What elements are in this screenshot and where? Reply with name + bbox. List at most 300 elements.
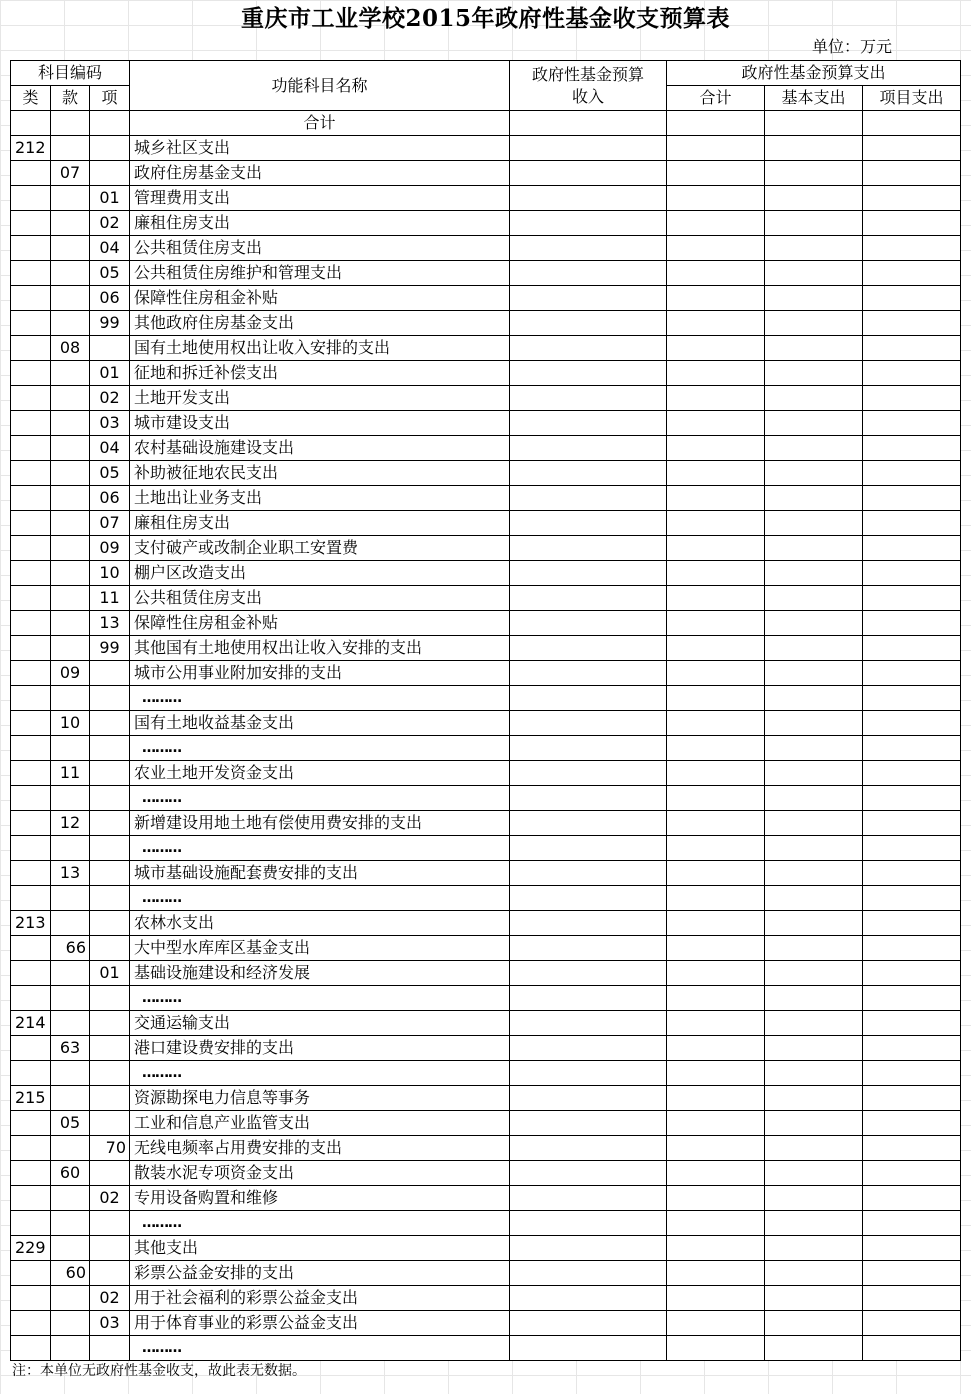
section-code-cell [51,211,90,236]
category-code-cell [11,1286,51,1311]
section-code-cell [51,886,90,911]
category-header: 类 [11,86,51,111]
income-cell [510,1211,667,1236]
category-code-cell [11,686,51,711]
subject-code-header: 科目编码 [11,61,130,86]
basic-expenditure-cell [765,1286,863,1311]
income-cell [510,1286,667,1311]
function-name-cell: 农业土地开发资金支出 [130,761,510,786]
table-row [11,1211,961,1236]
basic-expenditure-cell [765,811,863,836]
expenditure-total-cell [667,511,765,536]
basic-expenditure-cell [765,761,863,786]
project-expenditure-cell [863,411,961,436]
project-expenditure-cell [863,836,961,861]
project-expenditure-cell [863,611,961,636]
function-name-cell: 城市建设支出 [130,411,510,436]
basic-expenditure-cell [765,1086,863,1111]
project-expenditure-cell [863,686,961,711]
basic-expenditure-cell [765,311,863,336]
project-expenditure-cell [863,1111,961,1136]
function-name-cell: 专用设备购置和维修 [130,1186,510,1211]
expenditure-total-cell [667,936,765,961]
basic-expenditure-cell [765,836,863,861]
item-code-cell [90,736,130,761]
basic-expenditure-cell [765,736,863,761]
report-title: 重庆市工业学校2015年政府性基金收支预算表 [240,5,730,32]
table-row [11,486,961,511]
item-code-cell [90,1236,130,1261]
expenditure-total-cell [667,1211,765,1236]
income-cell [510,1086,667,1111]
function-name-cell: 保障性住房租金补贴 [130,286,510,311]
total-income-cell [510,111,667,136]
category-code-cell [11,836,51,861]
category-code-cell [11,1261,51,1286]
function-name-cell: 公共租赁住房支出 [130,236,510,261]
category-code-cell [11,286,51,311]
function-name-cell: 大中型水库库区基金支出 [130,936,510,961]
income-cell [510,461,667,486]
item-code-cell [90,136,130,161]
income-cell [510,911,667,936]
table-row [11,836,961,861]
category-code-cell [11,511,51,536]
basic-expenditure-cell [765,1236,863,1261]
section-code-cell [51,586,90,611]
section-code-cell [51,311,90,336]
item-code-cell: 06 [90,486,130,511]
expenditure-total-cell [667,361,765,386]
expenditure-total-cell [667,711,765,736]
basic-expenditure-cell [765,586,863,611]
project-expenditure-cell [863,1136,961,1161]
expenditure-total-cell [667,1036,765,1061]
basic-expenditure-cell [765,1136,863,1161]
section-code-cell [51,436,90,461]
function-name-cell: 管理费用支出 [130,186,510,211]
category-code-cell: 214 [11,1011,51,1036]
item-code-cell: 09 [90,536,130,561]
basic-expenditure-cell [765,1036,863,1061]
total-basic-cell [765,111,863,136]
basic-expenditure-cell [765,386,863,411]
category-code-cell [11,636,51,661]
table-row [11,1286,961,1311]
table-row [11,511,961,536]
table-row [11,1011,961,1036]
table-row [11,1336,961,1361]
income-cell [510,961,667,986]
project-expenditure-cell [863,286,961,311]
function-name-cell: ……… [130,1336,510,1361]
basic-expenditure-cell [765,261,863,286]
item-code-cell [90,836,130,861]
function-name-cell: 散装水泥专项资金支出 [130,1161,510,1186]
function-name-cell: ……… [130,836,510,861]
project-expenditure-cell [863,486,961,511]
section-code-cell [51,1236,90,1261]
section-code-cell: 11 [51,761,90,786]
category-code-cell [11,161,51,186]
expenditure-total-cell [667,886,765,911]
item-code-cell: 05 [90,461,130,486]
basic-expenditure-cell [765,711,863,736]
item-code-cell [90,936,130,961]
section-code-cell [51,986,90,1011]
project-expenditure-cell [863,861,961,886]
function-name-cell: ……… [130,986,510,1011]
table-row [11,611,961,636]
section-code-cell [51,186,90,211]
category-code-cell [11,461,51,486]
project-expenditure-cell [863,886,961,911]
project-expenditure-cell [863,561,961,586]
expenditure-total-cell [667,1311,765,1336]
function-name-cell: 土地出让业务支出 [130,486,510,511]
income-cell [510,136,667,161]
income-cell [510,561,667,586]
basic-expenditure-cell [765,161,863,186]
section-code-cell [51,1286,90,1311]
expenditure-total-cell [667,586,765,611]
project-expenditure-cell [863,161,961,186]
expenditure-total-cell [667,661,765,686]
item-code-cell: 99 [90,636,130,661]
expenditure-total-cell [667,861,765,886]
function-name-cell: ……… [130,886,510,911]
project-expenditure-cell [863,761,961,786]
function-name-cell: 棚户区改造支出 [130,561,510,586]
basic-expenditure-cell [765,136,863,161]
section-code-cell [51,736,90,761]
category-code-cell [11,1336,51,1361]
basic-expenditure-cell [765,986,863,1011]
project-expenditure-cell [863,1036,961,1061]
project-expenditure-cell [863,986,961,1011]
section-code-cell [51,1311,90,1336]
income-cell [510,1336,667,1361]
basic-expenditure-cell [765,411,863,436]
section-code-cell [51,411,90,436]
item-code-cell: 04 [90,236,130,261]
project-expenditure-cell [863,911,961,936]
category-code-cell [11,786,51,811]
project-expenditure-cell [863,536,961,561]
section-code-cell [51,561,90,586]
income-cell [510,436,667,461]
section-code-cell [51,386,90,411]
table-row [11,586,961,611]
expenditure-total-cell [667,461,765,486]
function-name-cell: 基础设施建设和经济发展 [130,961,510,986]
income-cell [510,861,667,886]
item-code-cell [90,1036,130,1061]
basic-expenditure-cell [765,861,863,886]
project-expenditure-cell [863,211,961,236]
project-expenditure-cell [863,1211,961,1236]
item-code-cell: 06 [90,286,130,311]
function-name-cell: ……… [130,1061,510,1086]
item-code-cell: 02 [90,1286,130,1311]
table-row [11,811,961,836]
expenditure-total-cell [667,161,765,186]
table-row [11,686,961,711]
income-cell [510,836,667,861]
income-cell [510,311,667,336]
expenditure-total-cell [667,636,765,661]
item-code-cell: 01 [90,961,130,986]
item-code-cell: 70 [90,1136,130,1161]
expenditure-total-cell [667,536,765,561]
item-code-cell: 02 [90,1186,130,1211]
table-row [11,636,961,661]
item-code-cell: 10 [90,561,130,586]
project-expenditure-cell [863,1286,961,1311]
expenditure-total-cell [667,386,765,411]
item-code-cell [90,336,130,361]
category-code-cell: 213 [11,911,51,936]
function-name-cell: 征地和拆迁补偿支出 [130,361,510,386]
section-code-cell: 13 [51,861,90,886]
function-name-cell: 无线电频率占用费安排的支出 [130,1136,510,1161]
item-code-cell: 02 [90,386,130,411]
table-row [11,411,961,436]
income-cell [510,886,667,911]
budget-table [10,60,961,1361]
item-code-cell [90,1211,130,1236]
income-cell [510,261,667,286]
item-header: 项 [90,86,130,111]
expenditure-total-cell [667,311,765,336]
table-row [11,1086,961,1111]
section-code-cell: 60 [51,1161,90,1186]
category-code-cell: 215 [11,1086,51,1111]
unit-label: 单位：万元 [812,37,893,56]
project-expenditure-cell [863,436,961,461]
table-row [11,461,961,486]
item-code-cell: 04 [90,436,130,461]
category-code-cell [11,1036,51,1061]
item-code-cell: 01 [90,361,130,386]
expenditure-header: 政府性基金预算支出 [667,61,961,86]
expenditure-total-cell [667,486,765,511]
section-code-cell [51,536,90,561]
category-code-cell [11,1186,51,1211]
basic-expenditure-cell [765,936,863,961]
income-cell [510,1036,667,1061]
category-code-cell [11,711,51,736]
income-cell [510,1186,667,1211]
item-code-cell [90,811,130,836]
item-code-cell [90,861,130,886]
expenditure-total-cell [667,1186,765,1211]
income-cell [510,661,667,686]
income-cell [510,1011,667,1036]
function-name-cell: 用于体育事业的彩票公益金支出 [130,1311,510,1336]
function-name-cell: 保障性住房租金补贴 [130,611,510,636]
function-name-cell: 国有土地收益基金支出 [130,711,510,736]
item-code-cell: 03 [90,1311,130,1336]
section-code-cell: 12 [51,811,90,836]
income-header-line1: 政府性基金预算 [531,64,644,84]
table-row [11,561,961,586]
basic-expenditure-cell [765,511,863,536]
section-code-cell [51,1186,90,1211]
section-code-cell [51,1136,90,1161]
basic-expenditure-cell [765,1111,863,1136]
table-row [11,911,961,936]
income-cell [510,236,667,261]
income-cell [510,686,667,711]
section-code-cell [51,236,90,261]
category-code-cell [11,886,51,911]
income-cell [510,986,667,1011]
table-row [11,536,961,561]
expenditure-total-cell [667,836,765,861]
basic-expenditure-cell [765,611,863,636]
section-code-cell [51,961,90,986]
table-row [11,661,961,686]
item-code-cell: 11 [90,586,130,611]
table-row [11,1186,961,1211]
income-cell [510,161,667,186]
section-code-cell [51,786,90,811]
function-name-cell: 补助被征地农民支出 [130,461,510,486]
basic-expenditure-cell [765,436,863,461]
section-code-cell [51,511,90,536]
income-cell [510,636,667,661]
income-header-line2: 收入 [571,86,604,106]
basic-expenditure-cell [765,661,863,686]
income-cell [510,936,667,961]
category-code-cell [11,811,51,836]
total-lei-cell [11,111,51,136]
function-name-cell: 用于社会福利的彩票公益金支出 [130,1286,510,1311]
category-code-cell [11,936,51,961]
category-code-cell [11,561,51,586]
category-code-cell [11,236,51,261]
footnote: 注：本单位无政府性基金收支，故此表无数据。 [12,1363,306,1379]
function-name-cell: 其他国有土地使用权出让收入安排的支出 [130,636,510,661]
basic-expenditure-cell [765,1311,863,1336]
item-code-cell: 02 [90,211,130,236]
project-expenditure-cell [863,186,961,211]
category-code-cell [11,411,51,436]
table-row [11,1061,961,1086]
income-cell [510,336,667,361]
table-row [11,1311,961,1336]
header-row-1 [11,61,961,86]
income-header [510,61,667,111]
table-row [11,1136,961,1161]
expenditure-total-cell [667,236,765,261]
section-code-cell [51,1061,90,1086]
income-cell [510,811,667,836]
expenditure-total-cell [667,811,765,836]
function-name-cell: 其他支出 [130,1236,510,1261]
project-expenditure-cell [863,511,961,536]
expenditure-total-cell [667,436,765,461]
function-name-cell: 彩票公益金安排的支出 [130,1261,510,1286]
expenditure-total-header: 合计 [667,86,765,111]
section-code-cell [51,286,90,311]
item-code-cell: 07 [90,511,130,536]
category-code-cell [11,536,51,561]
basic-expenditure-cell [765,1261,863,1286]
project-expenditure-cell [863,1261,961,1286]
function-name-cell: 城乡社区支出 [130,136,510,161]
section-code-cell [51,461,90,486]
income-cell [510,1136,667,1161]
category-code-cell [11,336,51,361]
project-expenditure-cell [863,311,961,336]
income-cell [510,586,667,611]
section-code-cell [51,686,90,711]
function-name-cell: 城市公用事业附加安排的支出 [130,661,510,686]
expenditure-total-cell [667,1236,765,1261]
table-row [11,961,961,986]
expenditure-total-cell [667,211,765,236]
table-row [11,1261,961,1286]
table-row [11,386,961,411]
expenditure-total-cell [667,411,765,436]
function-name-header: 功能科目名称 [130,61,510,111]
function-name-cell: 农林水支出 [130,911,510,936]
section-code-cell: 60 [51,1261,90,1286]
project-expenditure-cell [863,661,961,686]
project-expenditure-cell [863,1311,961,1336]
project-expenditure-cell [863,636,961,661]
item-code-cell [90,711,130,736]
income-cell [510,186,667,211]
project-expenditure-cell [863,361,961,386]
basic-expenditure-header: 基本支出 [765,86,863,111]
section-code-cell: 66 [51,936,90,961]
income-cell [510,761,667,786]
table-row [11,261,961,286]
total-row [11,111,961,136]
item-code-cell [90,1011,130,1036]
table-row [11,186,961,211]
item-code-cell [90,911,130,936]
basic-expenditure-cell [765,536,863,561]
category-code-cell [11,186,51,211]
category-code-cell [11,736,51,761]
basic-expenditure-cell [765,686,863,711]
basic-expenditure-cell [765,286,863,311]
basic-expenditure-cell [765,911,863,936]
table-row [11,936,961,961]
section-code-cell [51,636,90,661]
basic-expenditure-cell [765,211,863,236]
table-row [11,786,961,811]
table-row [11,711,961,736]
project-expenditure-cell [863,811,961,836]
basic-expenditure-cell [765,961,863,986]
section-header: 款 [51,86,90,111]
expenditure-total-cell [667,736,765,761]
table-row [11,986,961,1011]
project-expenditure-cell [863,1336,961,1361]
expenditure-total-cell [667,986,765,1011]
function-name-cell: 廉租住房支出 [130,511,510,536]
basic-expenditure-cell [765,1186,863,1211]
item-code-cell [90,1336,130,1361]
income-cell [510,486,667,511]
function-name-cell: 国有土地使用权出让收入安排的支出 [130,336,510,361]
table-row [11,211,961,236]
